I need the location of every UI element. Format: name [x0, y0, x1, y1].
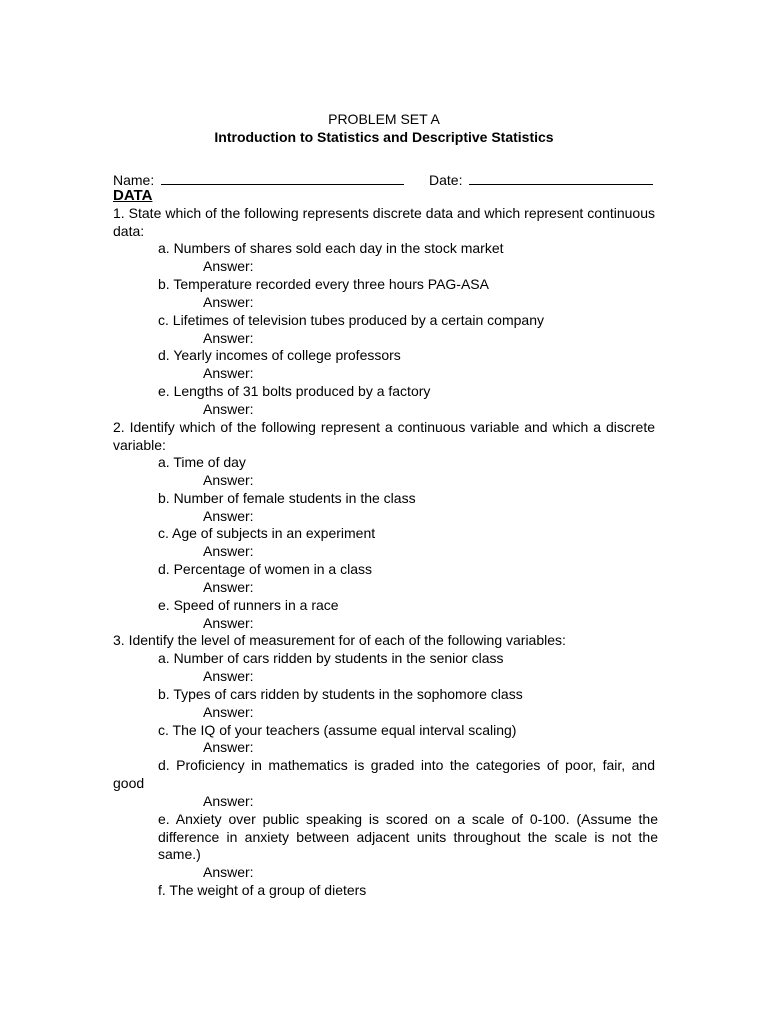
- name-date-row: [113, 170, 404, 189]
- answer-label: Answer:: [203, 401, 254, 417]
- date-row: [429, 170, 653, 189]
- q1-item-c: c. Lifetimes of television tubes produced by a certain company: [158, 312, 544, 328]
- answer-label: Answer:: [203, 472, 254, 488]
- q3-item-e: e. Anxiety over public speaking is scored on a scale of 0-100. (Assume the difference in anxiety between adjacent units throughout the scale is not the same.): [158, 811, 658, 863]
- date-label: Date:: [429, 172, 463, 188]
- q1-item-d: d. Yearly incomes of college professors: [158, 347, 401, 363]
- answer-label: Answer:: [203, 330, 254, 346]
- q3-item-c: c. The IQ of your teachers (assume equal interval scaling): [158, 722, 517, 738]
- answer-label: Answer:: [203, 258, 254, 274]
- question-3: 3. Identify the level of measurement for of each of the following variables:: [113, 632, 566, 648]
- q3-item-f: f. The weight of a group of dieters: [158, 882, 367, 898]
- name-label: Name:: [113, 172, 155, 188]
- answer-label: Answer:: [203, 793, 254, 809]
- answer-label: Answer:: [203, 668, 254, 684]
- date-field-line: [469, 170, 653, 185]
- q3-item-a: a. Number of cars ridden by students in the senior class: [158, 650, 504, 666]
- q2-item-c: c. Age of subjects in an experiment: [158, 525, 376, 541]
- q1-item-b: b. Temperature recorded every three hours PAG-ASA: [158, 276, 489, 292]
- answer-label: Answer:: [203, 579, 254, 595]
- q2-item-e: e. Speed of runners in a race: [158, 597, 339, 613]
- answer-label: Answer:: [203, 739, 254, 755]
- q2-item-a: a. Time of day: [158, 454, 246, 470]
- answer-label: Answer:: [203, 543, 254, 559]
- answer-label: Answer:: [203, 704, 254, 720]
- answer-label: Answer:: [203, 294, 254, 310]
- q1-item-a: a. Numbers of shares sold each day in the stock market: [158, 240, 504, 256]
- answer-label: Answer:: [203, 864, 254, 880]
- q3-item-d: d. Proficiency in mathematics is graded into the categories of poor, fair, and good: [113, 757, 655, 791]
- q1-item-e: e. Lengths of 31 bolts produced by a factory: [158, 383, 431, 399]
- section-heading: DATA: [113, 187, 153, 204]
- q2-item-d: d. Percentage of women in a class: [158, 561, 373, 577]
- question-1: 1. State which of the following represents discrete data and which represent continuous data:: [113, 205, 655, 239]
- page-title: PROBLEM SET A: [328, 111, 440, 127]
- page-subtitle: Introduction to Statistics and Descriptive Statistics: [214, 129, 554, 145]
- question-2: 2. Identify which of the following represent a continuous variable and which a discrete variable:: [113, 419, 655, 453]
- name-field-line: [161, 170, 404, 185]
- q3-item-b: b. Types of cars ridden by students in the sophomore class: [158, 686, 523, 702]
- answer-label: Answer:: [203, 365, 254, 381]
- answer-label: Answer:: [203, 508, 254, 524]
- q2-item-b: b. Number of female students in the class: [158, 490, 416, 506]
- answer-label: Answer:: [203, 615, 254, 631]
